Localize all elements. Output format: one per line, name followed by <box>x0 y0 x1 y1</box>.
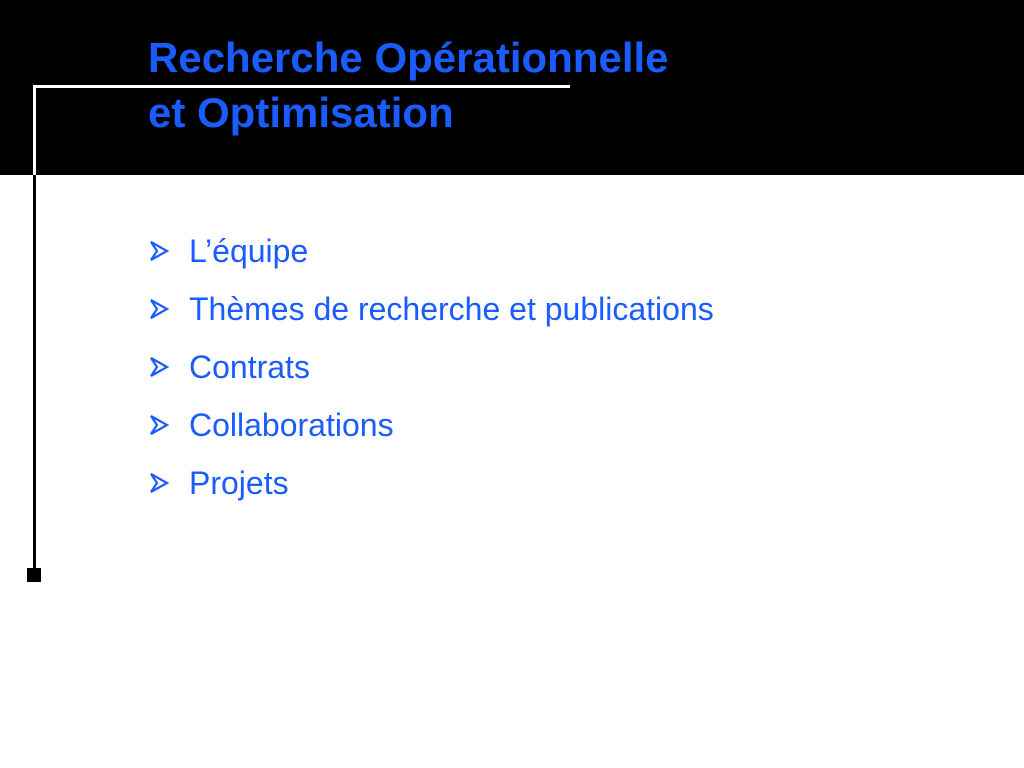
list-item-label: L’équipe <box>189 232 309 269</box>
decorative-horizontal-line <box>33 85 570 88</box>
arrow-bullet-icon <box>148 471 170 495</box>
list-item-label: Thèmes de recherche et publications <box>189 290 714 327</box>
list-item-themes[interactable] <box>148 280 714 338</box>
list-item-label: Contrats <box>189 348 310 385</box>
list-item-collaborations[interactable] <box>148 396 714 454</box>
bullet-list <box>148 222 714 512</box>
title-line-1: Recherche Opérationnelle <box>148 34 669 81</box>
list-item-contrats[interactable] <box>148 338 714 396</box>
decorative-square <box>27 568 41 582</box>
decorative-vertical-line <box>33 175 36 570</box>
arrow-bullet-icon <box>148 413 170 437</box>
arrow-bullet-icon <box>148 297 170 321</box>
title-line-2: et Optimisation <box>148 89 454 136</box>
list-item-label: Collaborations <box>189 406 394 443</box>
arrow-bullet-icon <box>148 355 170 379</box>
arrow-bullet-icon <box>148 239 170 263</box>
list-item-projets[interactable] <box>148 454 714 512</box>
decorative-vertical-line-top <box>33 85 36 175</box>
list-item-equipe[interactable] <box>148 222 714 280</box>
list-item-label: Projets <box>189 464 289 501</box>
